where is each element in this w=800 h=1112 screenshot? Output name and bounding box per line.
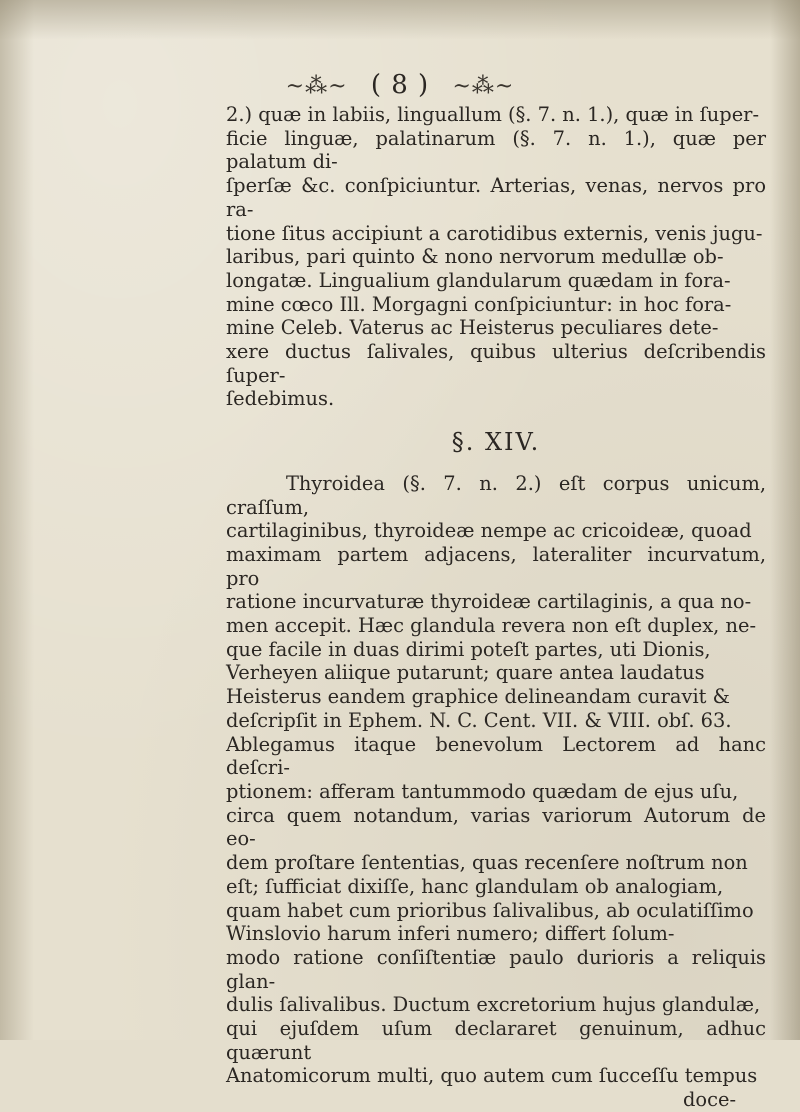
text-line: laribus, pari quinto & nono nervorum medullæ ob- xyxy=(226,245,724,269)
text-line: quam habet cum prioribus ſalivalibus, ab oculatiſſimo xyxy=(226,898,754,922)
text-line: ptionem: afferam tantummodo quædam de ejus uſu, xyxy=(226,779,739,803)
text-line: men accepit. Hæc glandula revera non eſt duplex, ne- xyxy=(226,614,757,638)
right-ornament: ~⁂~ xyxy=(452,74,515,99)
text-line: eſt; ſufficiat dixiſſe, hanc glandulam ob analogiam, xyxy=(226,874,724,898)
text-line: xere ductus ſalivales, quibus ulterius deſcribendis ſuper- xyxy=(226,340,766,387)
paragraph-2 xyxy=(226,472,766,1088)
text-line: modo ratione conſiſtentiæ paulo durioris a reliquis glan- xyxy=(226,945,766,993)
section-heading: §. XIV. xyxy=(451,428,541,457)
text-line: maximam partem adjacens, lateraliter incurvatum, pro xyxy=(226,542,766,590)
text-line: Verheyen aliique putarunt; quare antea laudatus xyxy=(226,661,705,685)
catchword: doce- xyxy=(683,1088,736,1112)
paragraph-1 xyxy=(226,103,766,411)
text-line: qui ejuſdem uſum declararet genuinum, adhuc quærunt xyxy=(226,1017,766,1064)
text-line: ſperſæ &c. conſpiciuntur. Arterias, venas, nervos pro ra- xyxy=(226,174,766,221)
text-line: mine cœco Ill. Morgagni conſpiciuntur: in hoc fora- xyxy=(226,292,732,316)
text-line: Ablegamus itaque benevolum Lectorem ad hanc deſcri- xyxy=(226,732,766,780)
page-shadow-top xyxy=(0,0,800,40)
text-line: ratione incurvaturæ thyroideæ cartilaginis, a qua no- xyxy=(226,590,752,614)
text-line: tione ſitus accipiunt a carotidibus externis, venis jugu- xyxy=(226,221,763,245)
text-line: dulis ſalivalibus. Ductum excretorium hujus glandulæ, xyxy=(226,993,761,1017)
text-line: Thyroidea (§. 7. n. 2.) eſt corpus unicum, craſſum, xyxy=(226,471,766,519)
text-line: Heisterus eandem graphice delineandam curavit & xyxy=(226,685,730,709)
text-line: circa quem notandum, varias variorum Autorum de eo- xyxy=(226,803,766,851)
page-shadow-left xyxy=(0,0,34,1040)
text-line: Winslovio harum inferi numero; differt ſolum- xyxy=(226,922,675,946)
left-ornament: ~⁂~ xyxy=(285,74,348,99)
text-line: dem proſtare ſententias, quas recenſere noſtrum non xyxy=(226,851,748,875)
text-line: ſedebimus. xyxy=(226,387,335,411)
page-number: ( 8 ) xyxy=(370,70,430,100)
text-line: Anatomicorum multi, quo autem cum ſucceſſu tempus xyxy=(226,1064,758,1088)
text-line: 2.) quæ in labiis, linguallum (§. 7. n. 1.), quæ in ſuper- xyxy=(226,103,760,126)
text-line: cartilaginibus, thyroideæ nempe ac cricoideæ, quoad xyxy=(226,519,752,543)
text-line: deſcripſit in Ephem. N. C. Cent. VII. & VIII. obſ. 63. xyxy=(226,708,732,732)
text-line: mine Celeb. Vaterus ac Heisterus peculiares dete- xyxy=(226,316,719,340)
text-line: que facile in duas dirimi poteſt partes, uti Dionis, xyxy=(226,637,711,661)
page-header xyxy=(0,70,800,100)
body-text xyxy=(226,103,766,1112)
text-line: longatæ. Lingualium glandularum quædam in fora- xyxy=(226,268,731,292)
page-shadow-right xyxy=(770,0,800,1040)
text-line: ficie linguæ, palatinarum (§. 7. n. 1.), quæ per palatum di- xyxy=(226,126,766,174)
